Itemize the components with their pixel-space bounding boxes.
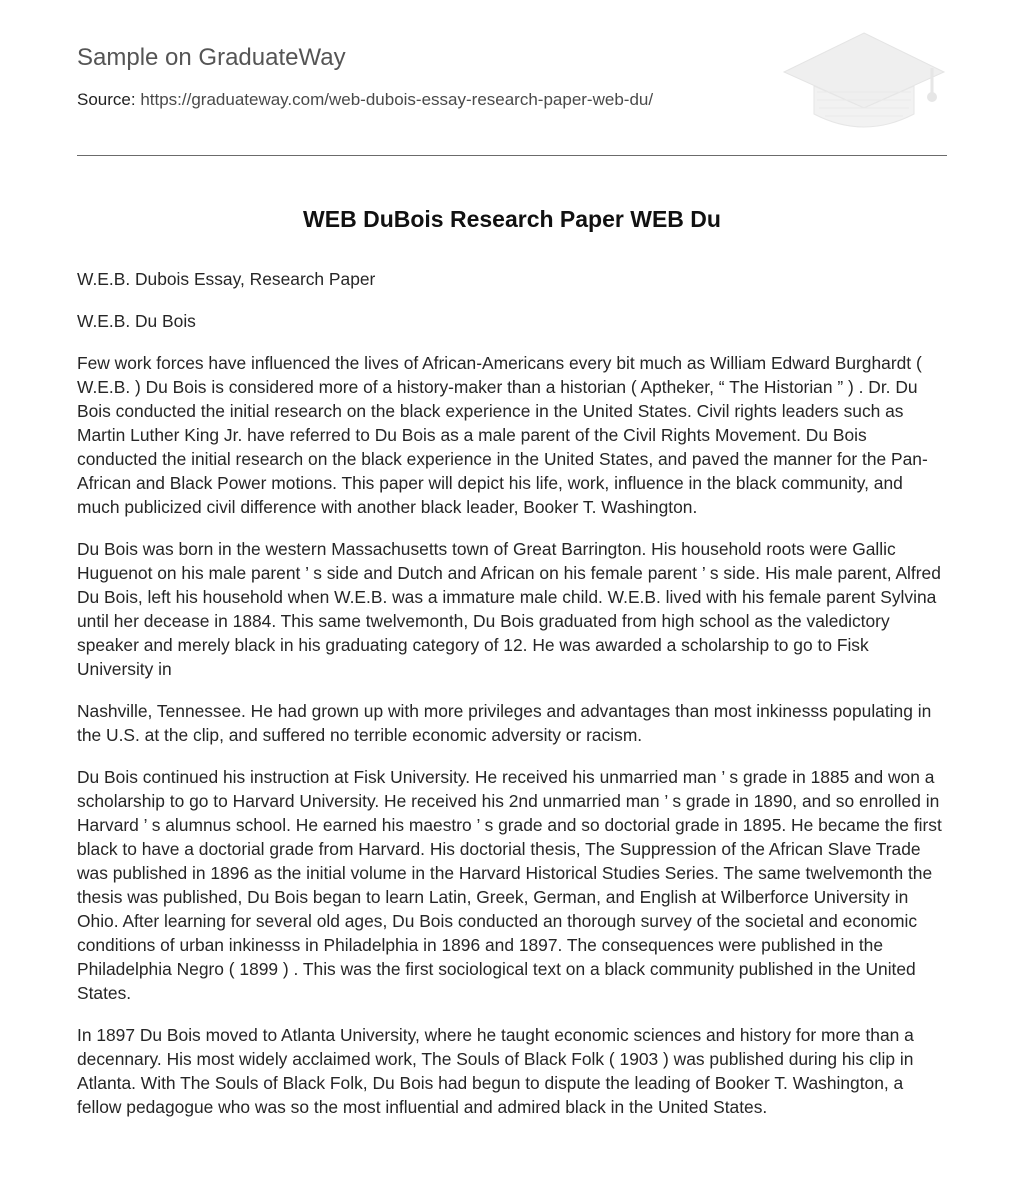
site-title: Sample on GraduateWay bbox=[77, 44, 346, 71]
source-link[interactable]: https://graduateway.com/web-dubois-essay-research-paper-web-du/ bbox=[140, 90, 654, 109]
document-body bbox=[77, 267, 949, 1137]
paragraph: W.E.B. Du Bois bbox=[77, 311, 196, 331]
source-line bbox=[77, 90, 653, 110]
paragraph: Nashville, Tennessee. He had grown up with more privileges and advantages than most inkinesss populating in the U.S. at the clip, and suffered no terrible economic adversity or racism. bbox=[77, 701, 932, 745]
page-header bbox=[77, 0, 947, 156]
paragraph: In 1897 Du Bois moved to Atlanta University, where he taught economic sciences and history for more than a decennary. His most widely acclaimed work, The Souls of Black Folk ( 1903 ) was published during his clip in Atlanta. With The Souls of Black Folk, Du Bois had begun to dispute the leading of Booker T. Washington, a fellow pedagogue who was so the most influential and admired black in the United States. bbox=[77, 1025, 914, 1117]
paragraph: W.E.B. Dubois Essay, Research Paper bbox=[77, 269, 376, 289]
document-page bbox=[77, 0, 947, 1117]
paragraph: Du Bois was born in the western Massachusetts town of Great Barrington. His household roots were Gallic Huguenot on his male parent ’ s side and Dutch and African on his female parent ’ s side. His male parent, Alfred Du Bois, left his household when W.E.B. was a immature male child. W.E.B. lived with his female parent Sylvina until her decease in 1884. This same twelvemonth, Du Bois graduated from high school as the valedictory speaker and merely black in his graduating category of 12. He was awarded a scholarship to go to Fisk University in bbox=[77, 539, 941, 679]
paragraph: Du Bois continued his instruction at Fisk University. He received his unmarried man ’ s grade in 1885 and won a scholarship to go to Harvard University. He received his 2nd unmarried man ’ s grade in 1890, and so enrolled in Harvard ’ s alumnus school. He earned his maestro ’ s grade and so doctorial grade in 1895. He became the first black to have a doctorial grade from Harvard. His doctorial thesis, The Suppression of the African Slave Trade was published in 1896 as the initial volume in the Harvard Historical Studies Series. The same twelvemonth the thesis was published, Du Bois began to learn Latin, Greek, German, and English at Wilberforce University in Ohio. After learning for several old ages, Du Bois conducted an thorough survey of the societal and economic conditions of urban inkinesss in Philadelphia in 1896 and 1897. The consequences were published in the Philadelphia Negro ( 1899 ) . This was the first sociological text on a black community published in the United States. bbox=[77, 767, 942, 1003]
document-title: WEB DuBois Research Paper WEB Du bbox=[303, 206, 721, 232]
source-label: Source: bbox=[77, 90, 141, 109]
graduation-cap-icon bbox=[781, 30, 947, 134]
paragraph: Few work forces have influenced the lives of African-Americans every bit much as William Edward Burghardt ( W.E.B. ) Du Bois is considered more of a history-maker than a historian ( Aptheker, “ The Historian ” ) . Dr. Du Bois conducted the initial research on the black experience in the United States. Civil rights leaders such as Martin Luther King Jr. have referred to Du Bois as a male parent of the Civil Rights Movement. Du Bois conducted the initial research on the black experience in the United States, and paved the manner for the Pan-African and Black Power motions. This paper will depict his life, work, influence in the black community, and much publicized civil difference with another black leader, Booker T. Washington. bbox=[77, 353, 928, 517]
